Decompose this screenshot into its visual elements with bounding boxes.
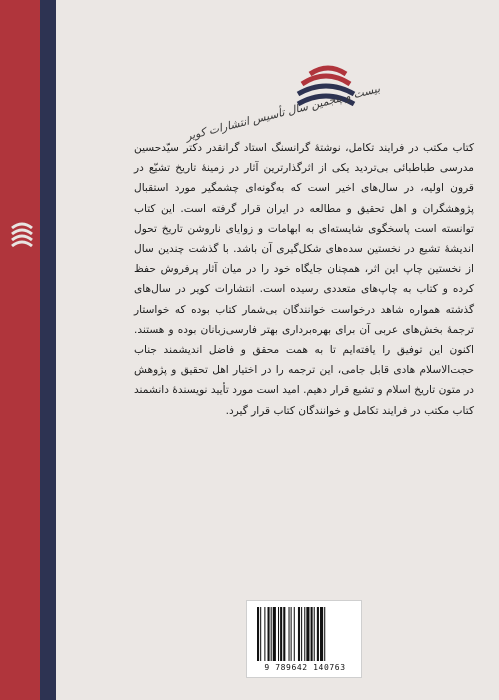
back-cover-blurb: کتاب مکتب در فرایند تکامل، نوشتهٔ گرانسنگ استاد گرانقدر دکتر سیّدحسین مدرسی طباطبائی بی‌تردید یکی از اثرگذارترین آثار در زمینهٔ تاریخ تشیّع در قرون اولیه، در سال‌های اخیر است که به‌گونه‌ای چشمگیر مورد استقبال پژوهشگران و اهل تحقیق و مطالعه در ایران قرار گرفته است. این کتاب توانسته است پاسخگوی شایسته‌ای به ابهامات و زوایای ناروشن تاریخ تحول اندیشهٔ تشیع در نخستین سده‌های شکل‌گیری آن باشد. با گذشت چندین سال از نخستین چاپ این اثر، همچنان جایگاه خود را در میان آثار پرفروش حفظ کرده و کتاب به چاپ‌های متعددی رسیده است. انتشارات کویر در سال‌های گذشته همواره شاهد درخواست خوانندگان بی‌شمار کتاب بوده که خواستار ترجمهٔ بخش‌های عربی آن برای بهره‌برداری بهتر فارسی‌زبانان بوده و هستند. اکنون این توفیق را یافته‌ایم تا به همت محقق و فاضل اندیشمند جناب حجت‌الاسلام هادی قابل جامی، این ترجمه را در اختیار اهل تحقیق و پژوهش در متون تاریخ اسلام و تشیع قرار دهیم. امید است مورد تأیید نویسندهٔ دانشمند کتاب مکتب در فرایند تکامل و خوانندگان کتاب قرار گیرد.: [134, 142, 474, 417]
red-spine-stripe: [0, 0, 40, 700]
stacked-waves-mark-icon: [10, 218, 34, 248]
barcode-digits: 9 789642 140763: [264, 663, 346, 672]
navy-spine-stripe: [40, 0, 56, 700]
isbn-barcode-icon: [255, 607, 355, 661]
isbn-barcode: [246, 600, 362, 678]
logo-caption: بیست و پنجمین سال تأسیس انتشارات کویر: [184, 82, 382, 143]
